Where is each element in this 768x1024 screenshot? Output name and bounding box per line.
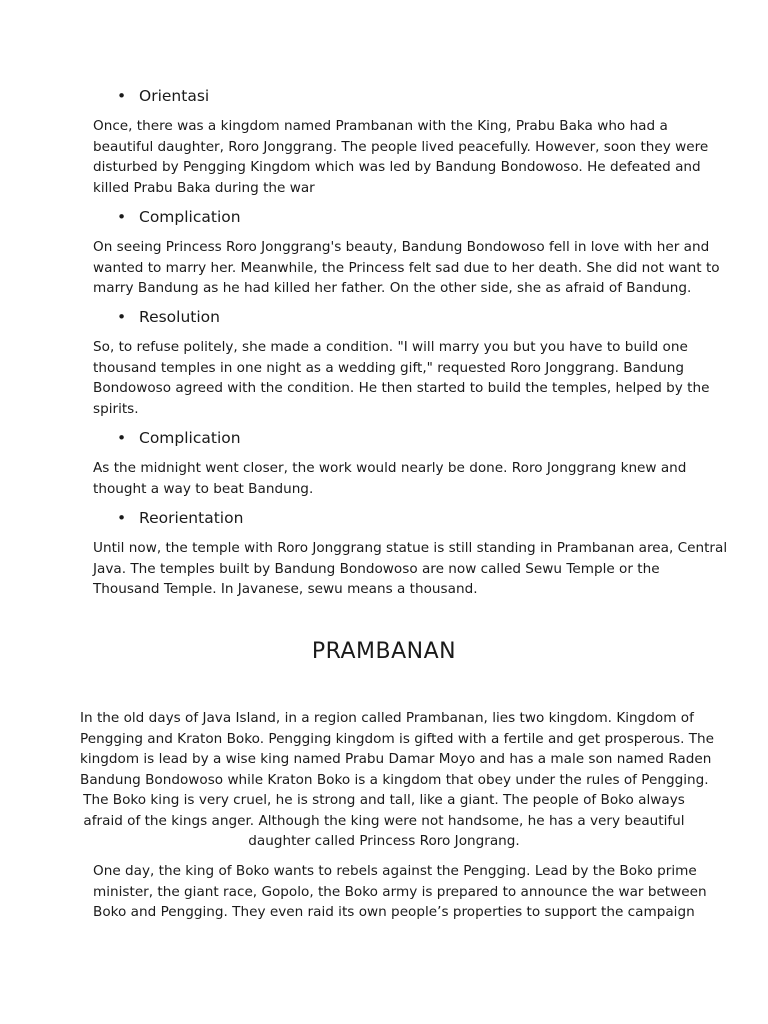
heading-label: Resolution xyxy=(139,308,220,326)
text-line: daughter called Princess Roro Jongrang. xyxy=(248,833,520,849)
document-title: PRAMBANAN xyxy=(311,639,457,664)
text-line: killed Prabu Baka during the war xyxy=(93,179,315,196)
section-heading-complication xyxy=(117,207,241,227)
bullet-icon: • xyxy=(117,308,127,326)
paragraph-resolution xyxy=(93,337,710,419)
bullet-icon: • xyxy=(117,87,127,105)
text-line: Java. The temples built by Bandung Bondowoso are now called Sewu Temple or the xyxy=(93,560,660,577)
text-line: thousand temples in one night as a wedding gift," requested Roro Jonggrang. Bandung xyxy=(93,359,685,376)
text-line: disturbed by Pengging Kingdom which was led by Bandung Bondowoso. He defeated and xyxy=(93,159,701,175)
text-line: Boko and Pengging. They even raid its own people’s properties to support the campaign xyxy=(93,904,695,920)
text-line: Once, there was a kingdom named Prambanan with the King, Prabu Baka who had a xyxy=(93,118,668,134)
text-line: Bondowoso agreed with the condition. He then started to build the temples, helped by the xyxy=(93,380,710,396)
text-line: beautiful daughter, Roro Jonggrang. The people lived peacefully. However, soon they were xyxy=(93,138,709,155)
section-heading-reorientation xyxy=(117,508,243,528)
bullet-icon: • xyxy=(117,208,127,226)
text-line: kingdom is lead by a wise king named Prabu Damar Moyo and has a male son named Raden xyxy=(80,751,712,767)
heading-label: Complication xyxy=(139,429,241,447)
bullet-icon: • xyxy=(117,509,127,527)
section-heading-resolution xyxy=(117,307,220,327)
bullet-icon: • xyxy=(117,429,127,447)
paragraph-complication-2 xyxy=(93,458,687,499)
text-line: In the old days of Java Island, in a region called Prambanan, lies two kingdom. Kingdom of xyxy=(80,710,694,726)
text-line: afraid of the kings anger. Although the king were not handsome, he has a very beautiful xyxy=(83,812,685,829)
heading-label: Orientasi xyxy=(139,87,210,105)
paragraph-orientasi xyxy=(93,116,709,198)
text-line: minister, the giant race, Gopolo, the Boko army is prepared to announce the war between xyxy=(93,883,707,900)
section-heading-orientasi xyxy=(117,86,209,106)
text-line: spirits. xyxy=(93,400,139,417)
text-line: Bandung Bondowoso while Kraton Boko is a kingdom that obey under the rules of Pengging. xyxy=(80,771,709,788)
intro-paragraph xyxy=(80,708,715,852)
text-line: As the midnight went closer, the work would nearly be done. Roro Jonggrang knew and xyxy=(93,460,687,476)
text-line: Pengging and Kraton Boko. Pengging kingdom is gifted with a fertile and get prosperous. The xyxy=(80,730,715,747)
paragraph-reorientation xyxy=(93,538,728,600)
text-line: wanted to marry her. Meanwhile, the Princess felt sad due to her death. She did not want to xyxy=(93,259,720,276)
paragraph-complication xyxy=(93,237,720,299)
section-heading-complication-2 xyxy=(117,428,241,448)
text-line: thought a way to beat Bandung. xyxy=(93,480,314,497)
text-line: marry Bandung as he had killed her father. On the other side, she as afraid of Bandung. xyxy=(93,280,692,296)
text-line: Until now, the temple with Roro Jonggrang statue is still standing in Prambanan area, Central xyxy=(93,540,728,556)
text-line: Thousand Temple. In Javanese, sewu means a thousand. xyxy=(93,581,478,597)
heading-label: Reorientation xyxy=(139,509,244,527)
text-line: One day, the king of Boko wants to rebels against the Pengging. Lead by the Boko prime xyxy=(93,863,697,879)
story-paragraph xyxy=(93,861,707,923)
text-line: So, to refuse politely, she made a condition. "I will marry you but you have to build one xyxy=(93,339,688,355)
text-line: On seeing Princess Roro Jonggrang's beauty, Bandung Bondowoso fell in love with her and xyxy=(93,239,710,255)
text-line: The Boko king is very cruel, he is strong and tall, like a giant. The people of Boko always xyxy=(83,792,685,808)
heading-label: Complication xyxy=(139,208,241,226)
